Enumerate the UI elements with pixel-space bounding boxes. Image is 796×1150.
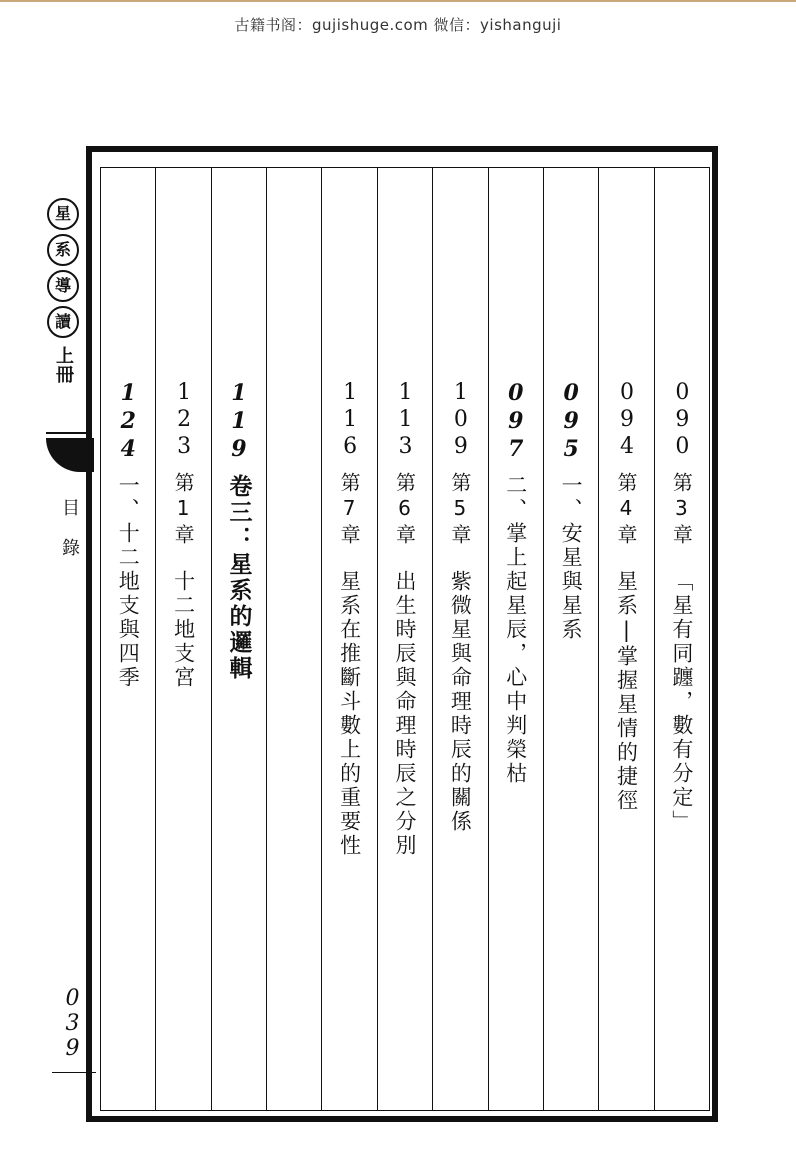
- toc-chapter: 第4章: [613, 472, 638, 548]
- toc-page: 119: [225, 380, 252, 464]
- toc-row-empty: [266, 168, 321, 1110]
- toc-row: [488, 168, 543, 1110]
- toc-row: [598, 168, 653, 1110]
- toc-page: 123: [171, 380, 197, 461]
- toc-chapter: 第7章: [337, 472, 362, 548]
- toc-page: 116: [337, 380, 363, 461]
- toc-volume-title: 卷三：星系的邏輯: [225, 474, 252, 682]
- toc-row: [101, 168, 155, 1110]
- toc-page: 095: [558, 380, 585, 464]
- toc-chapter: 第3章: [669, 472, 694, 548]
- toc-page: 094: [614, 380, 640, 461]
- book-title-char: 系: [47, 234, 79, 266]
- section-label: 目錄: [59, 498, 80, 578]
- toc-title: 二、掌上起星辰，心中判榮枯: [503, 474, 528, 786]
- toc-table: [100, 167, 710, 1111]
- toc-row: [654, 168, 709, 1110]
- toc-chapter: 第1章: [171, 472, 196, 548]
- toc-row: [377, 168, 432, 1110]
- toc-title: 星系在推斷斗數上的重要性: [337, 570, 362, 858]
- book-title: [46, 198, 80, 384]
- toc-page: 109: [448, 380, 474, 461]
- toc-title: 「星有同躔，數有分定」: [669, 570, 694, 834]
- toc-page: 124: [115, 380, 142, 464]
- toc-page: 113: [393, 380, 419, 461]
- toc-row: [155, 168, 210, 1110]
- toc-title: 一、十二地支與四季: [116, 474, 141, 690]
- toc-title: 紫微星與命理時辰的關係: [448, 570, 473, 834]
- book-title-char: 讀: [47, 306, 79, 338]
- toc-row: [432, 168, 487, 1110]
- watermark: 古籍书阁：gujishuge.com 微信：yishanguji: [234, 16, 562, 34]
- toc-chapter: 第5章: [447, 472, 472, 548]
- toc-row: [321, 168, 376, 1110]
- toc-title: 一、安星與星系: [559, 474, 584, 642]
- book-title-char: 導: [47, 270, 79, 302]
- page-number: 039: [60, 986, 85, 1061]
- toc-chapter: 第6章: [392, 472, 417, 548]
- toc-title: 十二地支宮: [171, 570, 196, 690]
- book-title-char: 星: [47, 198, 79, 230]
- toc-page: 090: [669, 380, 695, 461]
- toc-page: 097: [502, 380, 529, 464]
- volume-label: 上冊: [53, 346, 74, 384]
- toc-title: 星系|掌握星情的捷徑: [614, 570, 639, 813]
- toc-title: 出生時辰與命理時辰之分別: [393, 570, 418, 858]
- toc-row: [543, 168, 598, 1110]
- top-edge-line: [0, 0, 796, 2]
- toc-row: [211, 168, 266, 1110]
